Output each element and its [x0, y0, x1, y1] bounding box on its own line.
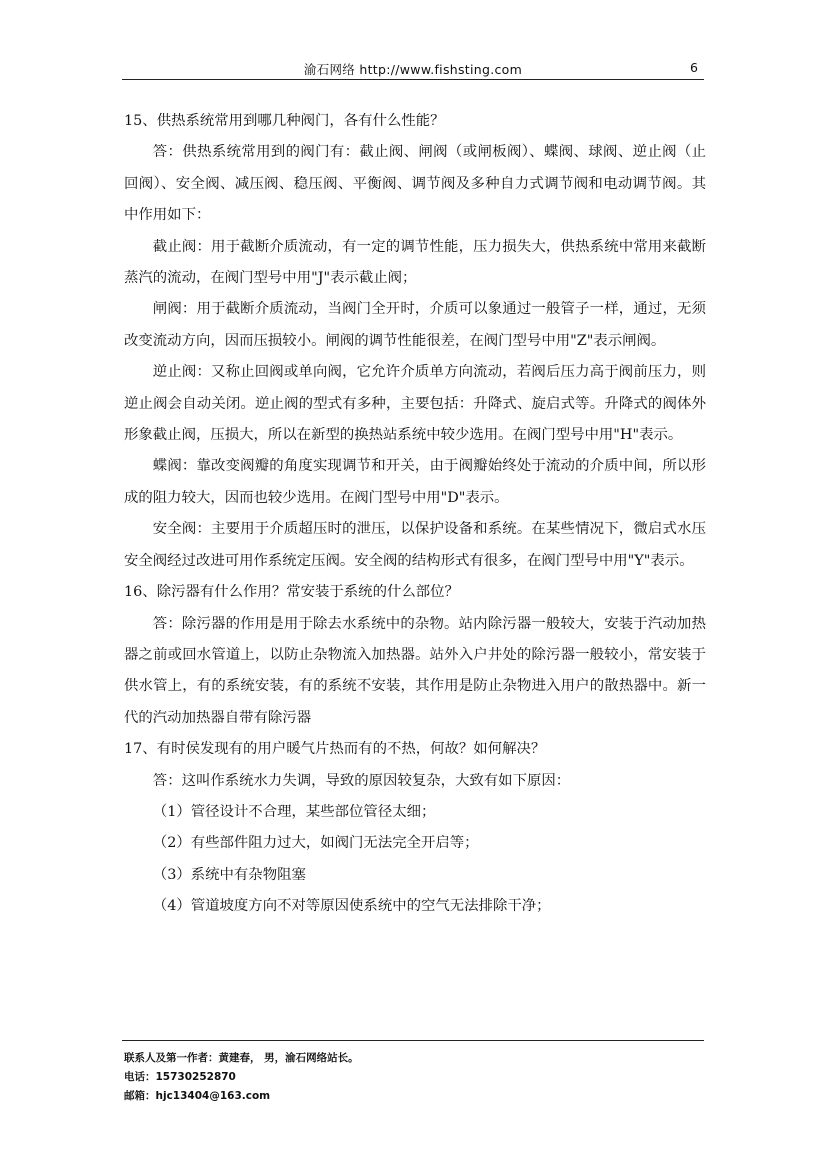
question-heading: 15、供热系统常用到哪几种阀门，各有什么性能？ [124, 113, 445, 129]
body-paragraph: （3）系统中有杂物阻塞 [152, 866, 306, 883]
body-paragraph: 闸阀：用于截断介质流动，当阀门全开时，介质可以象通过一般管子一样，通过，无须改变流动方向，因而压损较小。闸阀的调节性能很差，在阀门型号中用"Z"表示闸阀。 [124, 301, 706, 349]
footer-divider [122, 1040, 704, 1041]
document-body [124, 106, 706, 923]
body-paragraph: 答：供热系统常用到的阀门有：截止阀、闸阀（或闸板阀）、蝶阀、球阀、逆止阀（止回阀）、安全阀、减压阀、稳压阀、平衡阀、调节阀及多种自力式调节阀和电动调节阀。其中作用如下： [124, 144, 706, 224]
body-paragraph: 截止阀：用于截断介质流动，有一定的调节性能，压力损失大，供热系统中常用来截断蒸汽的流动，在阀门型号中用"J"表示截止阀； [124, 238, 706, 287]
footer-contact: 联系人及第一作者：黄建春， 男，渝石网络站长。 [124, 1052, 359, 1064]
body-paragraph: 答：这叫作系统水力失调，导致的原因较复杂，大致有如下原因： [152, 772, 571, 789]
page-footer [124, 1049, 706, 1106]
page-header [122, 57, 704, 80]
body-paragraph: 安全阀：主要用于介质超压时的泄压，以保护设备和系统。在某些情况下，微启式水压安全阀经过改进可用作系统定压阀。安全阀的结构形式有很多，在阀门型号中用"Y"表示。 [124, 521, 706, 569]
body-paragraph: 答：除污器的作用是用于除去水系统中的杂物。站内除污器一般较大，安装于汽动加热器之前或回水管道上，以防止杂物流入加热器。站外入户井处的除污器一般较小，常安装于供水管上，有的系统安装，有的系统不安装，其作用是防止杂物进入用户的散热器中。新一代的汽动加热器自带有除污器 [124, 615, 706, 726]
body-paragraph: 逆止阀：又称止回阀或单向阀，它允许介质单方向流动，若阀后压力高于阀前压力，则逆止阀会自动关闭。逆止阀的型式有多种，主要包括：升降式、旋启式等。升降式的阀体外形象截止阀，压损大，所以在新型的换热站系统中较少选用。在阀门型号中用"H"表示。 [124, 364, 706, 444]
body-paragraph: （4）管道坡度方向不对等原因使系统中的空气无法排除干净； [152, 898, 551, 915]
body-paragraph: （2）有些部件阻力过大，如阀门无法完全开启等； [152, 835, 479, 852]
footer-phone: 电话：15730252870 [124, 1071, 236, 1083]
footer-email: 邮箱：hjc13404@163.com [124, 1090, 271, 1102]
body-paragraph: （1）管径设计不合理，某些部位管径太细； [152, 803, 436, 820]
question-heading: 16、除污器有什么作用？常安装于系统的什么部位？ [124, 584, 459, 601]
question-heading: 17、有时侯发现有的用户暖气片热而有的不热，何故？如何解决？ [124, 741, 546, 758]
body-paragraph: 蝶阀：靠改变阀瓣的角度实现调节和开关，由于阀瓣始终处于流动的介质中间，所以形成的阻力较大，因而也较少选用。在阀门型号中用"D"表示。 [124, 458, 706, 506]
header-title: 渝石网络 http://www.fishsting.com [303, 62, 523, 77]
page-number: 6 [690, 60, 698, 75]
